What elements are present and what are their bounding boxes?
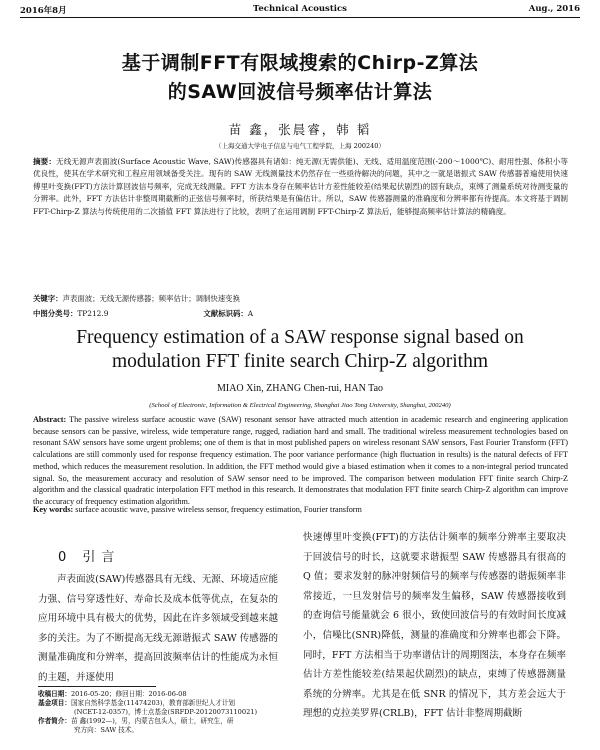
header-date: 2016年8月 xyxy=(20,6,67,16)
footnote-received: 收稿日期：2016-05-20；修回日期：2016-06-08 xyxy=(38,690,187,698)
en-authors: MIAO Xin, ZHANG Chen-rui, HAN Tao xyxy=(216,383,384,394)
en-keywords-text: surface acoustic wave, passive wireless sensor, frequency estimation, Fourier transform xyxy=(75,505,362,514)
footnote-author-cont: 究方向：SAW 技术。 xyxy=(74,726,139,734)
en-abstract-label: Abstract: xyxy=(33,415,67,424)
doc-code-label: 文献标识码： xyxy=(203,309,248,318)
zh-title-line-2: 的SAW回波信号频率估计算法 xyxy=(167,81,433,103)
clc-label: 中图分类号： xyxy=(33,309,78,318)
footnote-author: 作者简介：苗 鑫(1992—)，男，内蒙古包头人，硕士，研究生，研 xyxy=(38,717,234,725)
zh-affiliation: （上海交通大学电子信息与电气工程学院，上海 200240） xyxy=(215,142,385,150)
en-title-line-2: modulation FFT finite search Chirp-Z algorithm xyxy=(111,351,489,372)
section-heading-intro: 0 引言 xyxy=(58,550,121,565)
zh-keywords xyxy=(33,293,568,304)
en-keywords xyxy=(33,505,568,514)
doc-code-value: A xyxy=(247,309,254,318)
zh-abstract xyxy=(33,156,568,218)
footnote-fund-cont: (NCET-12-0357)，博士点基金(SRFDP-20120073110021) xyxy=(74,708,258,716)
en-keywords-label: Key words: xyxy=(33,505,74,514)
body-right-column: 快速傅里叶变换(FFT)的方法估计频率的频率分辨率主要取决于回波信号的时长，这就要求谐振型 SAW 传感器具有很高的 Q 值；要求发射的脉冲射频信号的频率与传感器的谐振频率非常接近，一旦发射信号的频率发生偏移，SAW 传感器接收到的查询信号能量就会 6 很小，致使回波信号的有效时间长度减小，信噪比(SNR)降低，测量的准确度和分辨率也都会下降。同时，FFT 方法相当于功率谱估计的周期图法，本身存在频率估计方差性能较差(结果起伏剧烈)的缺点，束缚了传感器测量系统的分辨率。尤其是在低 SNR 的情况下，其方差会远大于理想的克拉美罗界(CRLB)，FFT 估计非整周期截断 xyxy=(303,532,566,720)
zh-title-line-1: 基于调制FFT有限域搜索的Chirp-Z算法 xyxy=(121,52,479,74)
body-left-column: 声表面波(SAW)传感器具有无线、无源、环境适应能力强、信号穿透性好、寿命长及成本低等优点，在复杂的应用环境中具有极大的优势，因此在许多领域受到越来越多的关注。为了不断提高无线无源谐振式 SAW 传感器的测量准确度和分辨率，提高回波频率估计的性能成为永恒的主题，并逐使用 xyxy=(38,574,278,683)
en-affiliation: (School of Electronic, Information & Electrical Engineering, Shanghai Jiao Tong University, Shanghai, 200240) xyxy=(149,402,451,409)
zh-keywords-label: 关键字： xyxy=(33,294,63,303)
classification-line xyxy=(33,308,568,319)
running-header xyxy=(20,3,580,18)
header-date-en: Aug., 2016 xyxy=(528,4,580,14)
zh-authors: 苗 鑫，张晨睿，韩 韬 xyxy=(228,122,372,137)
footnote-fund: 基金项目：国家自然科学基金(11474203)，教育部新世纪人才计划 xyxy=(38,699,235,707)
zh-abstract-text: 无线无源声表面波(Surface Acoustic Wave, SAW)传感器具有诸如：纯无源(无需供能)、无线、适用温度范围(-200～1000℃)、耐用性强、体积小等优良性，使其在学术研究和工程应用领域备受关注。现有的 SAW 无线测量技术仍然存在一些亟待解决的问题，其中之一就是谐振式 SAW 传感器普遍使用快速傅里叶变换(FFT)方法计算回波信号频率，完成无线测量。FFT 方法本身存在频率估计方差性能较差(结果起伏剧烈)的固有缺点，束缚了测量系统对待测变量的分辨率。此外，FFT 方法估计非整周期截断的正弦信号频率时，所获结果是有偏估计。所以，SAW 传感器测量的准确度和分辨率都有待提高。本文将基于调制 FFT-Chirp-Z 算法与传统使用的二次插值 FFT 算法进行了比较，表明了在运用调制 FFT-Chirp-Z 算法后，能够提高频率估计算法的精确度。 xyxy=(33,157,568,216)
en-title-line-1: Frequency estimation of a SAW response signal based on xyxy=(76,327,524,348)
zh-keywords-text: 声表面波；无线无源传感器；频率估计；调制快速变换 xyxy=(62,294,240,303)
clc-value: TP212.9 xyxy=(77,309,109,318)
zh-abstract-label: 摘要： xyxy=(33,157,57,166)
footnote-divider xyxy=(38,686,156,687)
header-journal: Technical Acoustics xyxy=(253,4,347,14)
en-abstract xyxy=(33,414,568,508)
en-abstract-text: The passive wireless surface acoustic wave (SAW) resonant sensor have attracted much attention in academic research and engineering application because sensors can be passive, wireless, wide temperature range, rugged, radiation hard and small. The traditional wireless measurement technologies based on resonant SAW sensors have some urgent problems; one of them is that in most published papers on wireless resonant SAW sensors, Fast Fourier Transform (FFT) calculations are still commonly used for response frequency estimation. The poor variance performance (high fluctuation in results) is the natural defects of FFT method, which reduces the measurement resolution. In addition, the FFT method would give a biased estimation when it comes to a non-integral period truncated signal. So, the measurement accuracy and resolution of SAW sensor need to be improved. The comparison between modulation FFT finite search Chirp-Z algorithm and the classical quadratic interpolation FFT method in this research. It demonstrates that modulation FFT finite search Chirp-Z algorithm can improve the accuracy of frequency estimation algorithm. xyxy=(33,415,568,506)
